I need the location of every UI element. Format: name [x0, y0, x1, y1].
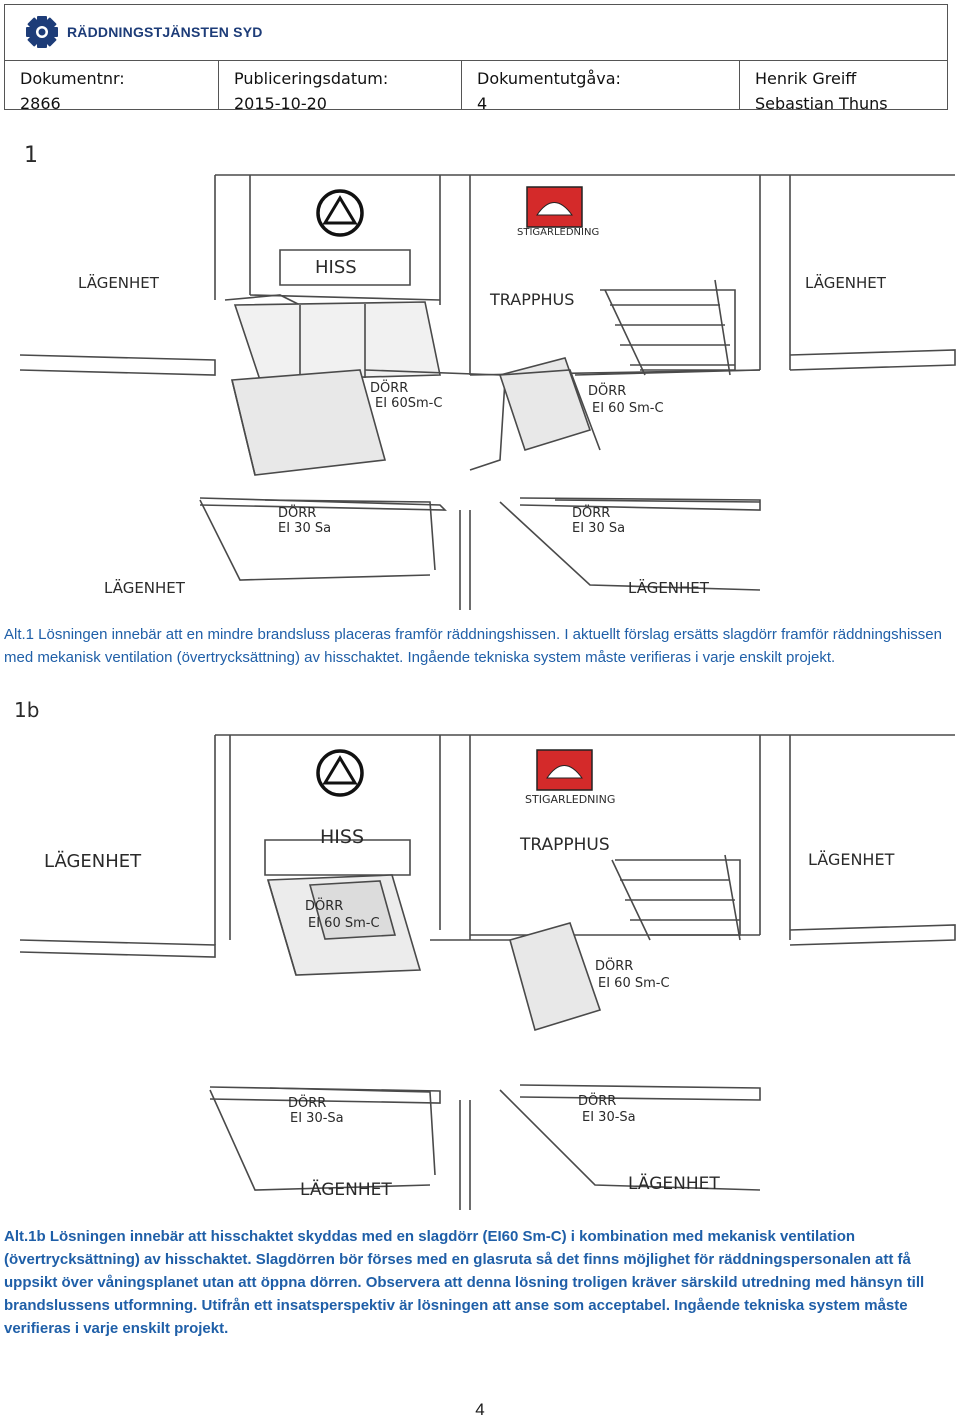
label-lagenhet-1b-lower-left: LÄGENHET — [300, 1180, 392, 1200]
figure-1b-number: 1b — [14, 698, 40, 722]
label-door-class-1b-3: EI 30-Sa — [290, 1111, 344, 1126]
label-trapphus-1b: TRAPPHUS — [520, 835, 610, 855]
label-dorr-1b-2: DÖRR — [595, 959, 634, 974]
label-dorr-1b-1: DÖRR — [305, 899, 344, 914]
label-door-class-1b-2: EI 60 Sm-C — [598, 976, 670, 991]
label-lagenhet-1b-left: LÄGENHET — [44, 851, 142, 872]
caption-alt-1b: Alt.1b Lösningen innebär att hisschaktet skyddas med en slagdörr (EI60 Sm-C) i kombination med mekanisk ventilation (övertrycksättning) av hisschaktet. Slagdörren bör förses med en glasruta så det finns möjlighet för räddningspersonalen att få uppsikt över våningsplanet utan att öppna dörren. Observera att denna lösning troligen kräver särskild utredning med hänsyn till brandslussens utformning. Utifrån ett insatsperspektiv är lösningen att anse som acceptabel. Ingående tekniska system måste verifieras i varje enskilt projekt. — [4, 1228, 925, 1337]
label-door-class-2: EI 60 Sm-C — [592, 401, 664, 416]
label-dorr-3: DÖRR — [278, 506, 317, 521]
label-dorr-1b-4: DÖRR — [578, 1094, 617, 1109]
label-door-class-4: EI 30 Sa — [572, 521, 626, 536]
document-number-value: 2866 — [20, 94, 61, 113]
page-number: 4 — [475, 1400, 485, 1419]
label-hiss: HISS — [315, 257, 357, 278]
label-dorr-1: DÖRR — [370, 381, 409, 396]
figure-1-number: 1 — [24, 143, 38, 168]
publish-date-value: 2015-10-20 — [234, 94, 327, 113]
edition-cell — [462, 60, 740, 113]
label-lagenhet-lower-right: LÄGENHET — [628, 579, 709, 597]
metadata-row — [5, 60, 947, 113]
logo-row — [5, 5, 947, 61]
sketch-figure-1 — [0, 130, 960, 620]
label-stigarledning: STIGARLEDNING — [517, 227, 600, 238]
edition-value: 4 — [477, 94, 488, 113]
label-door-class-1b-4: EI 30-Sa — [582, 1110, 636, 1125]
label-door-class-3: EI 30 Sa — [278, 521, 332, 536]
label-lagenhet-left: LÄGENHET — [78, 274, 159, 292]
document-number-cell — [5, 60, 219, 113]
label-lagenhet-1b-lower-right: LÄGENHET — [628, 1174, 720, 1194]
organization-name: RÄDDNINGSTJÄNSTEN SYD — [67, 24, 263, 40]
label-hiss-1b: HISS — [320, 826, 365, 848]
publish-date-cell — [219, 60, 462, 113]
publish-date-label: Publiceringsdatum: — [234, 69, 389, 88]
authors-cell — [740, 60, 947, 113]
label-lagenhet-lower-left: LÄGENHET — [104, 579, 185, 597]
label-lagenhet-1b-right: LÄGENHET — [808, 850, 895, 869]
label-dorr-1b-3: DÖRR — [288, 1096, 327, 1111]
label-stigarledning-1b: STIGARLEDNING — [525, 793, 616, 806]
rescue-star-icon — [25, 15, 59, 49]
document-header — [4, 4, 948, 113]
edition-label: Dokumentutgåva: — [477, 69, 621, 88]
label-trapphus: TRAPPHUS — [490, 290, 575, 309]
sketch-figure-1b — [0, 695, 960, 1215]
label-door-class-1b-1: EI 60 Sm-C — [308, 916, 380, 931]
caption-alt-1: Alt.1 Lösningen innebär att en mindre brandsluss placeras framför räddningshissen. I aktuellt förslag ersätts slagdörr framför räddningshissen med mekanisk ventilation (övertrycksättning) av hisschaktet. Ingående tekniska system måste verifieras i varje enskilt projekt. — [4, 626, 942, 666]
author-1: Henrik Greiff — [755, 69, 857, 88]
document-number-label: Dokumentnr: — [20, 69, 125, 88]
label-lagenhet-right: LÄGENHET — [805, 274, 886, 292]
label-dorr-4: DÖRR — [572, 506, 611, 521]
organization-logo — [25, 15, 263, 49]
label-dorr-2: DÖRR — [588, 384, 627, 399]
author-2: Sebastian Thuns — [755, 94, 888, 113]
label-door-class-1: EI 60Sm-C — [375, 396, 443, 411]
